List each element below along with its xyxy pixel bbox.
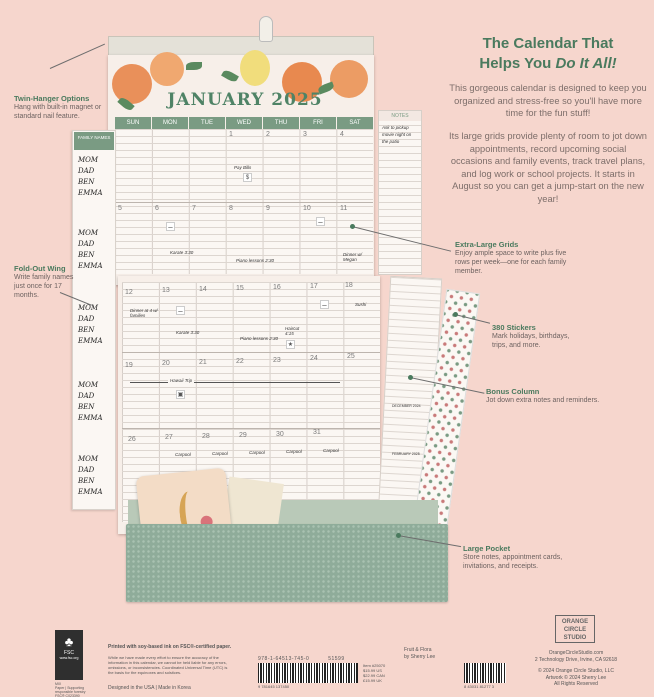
family-names-block: MOM DAD BEN EMMA [78, 229, 103, 270]
star-sticker-icon: ★ [287, 342, 294, 348]
family-names-block: MOM DAD BEN EMMA [78, 156, 103, 197]
dumbbell-sticker-icon: ⚊ [177, 308, 184, 314]
notes-header: NOTES [379, 111, 421, 121]
day-number: 1 [229, 131, 233, 138]
day-header-thu: THU [263, 117, 299, 129]
fsc-logo: ♣ FSC www.fsc.org [55, 630, 83, 680]
calendar-entry: Karate 3:30 [176, 330, 200, 335]
hanger-hook [259, 16, 273, 42]
calendar-entry: Carpool [249, 450, 265, 455]
product-name: Fruit & Flora by Sherry Lee [404, 647, 436, 660]
dumbbell-sticker-icon: ⚊ [317, 219, 324, 225]
day-number: 28 [202, 433, 210, 440]
suitcase-sticker-icon: ▣ [177, 392, 184, 398]
day-number: 12 [125, 289, 133, 296]
day-number: 5 [118, 205, 122, 212]
callout-bonus: Bonus Column Jot down extra notes and reminders. [486, 387, 600, 404]
day-number: 22 [236, 358, 244, 365]
day-number: 6 [155, 205, 159, 212]
company-info: OrangeCircleStudio.com 2 Technology Drive, Irvine, CA 92618 © 2024 Orange Circle Studio, LLC Artwork © 2024 Sherry Lee All Rights Reserved [534, 650, 618, 687]
leaf-decoration [186, 62, 202, 70]
dumbbell-sticker-icon: ⚊ [321, 302, 328, 308]
day-header-mon: MON [152, 117, 188, 129]
day-number: 19 [125, 362, 133, 369]
isbn-barcode-number: 9 781645 137450 [258, 684, 290, 689]
calendar-month-title: JANUARY 2025 [167, 90, 323, 110]
print-notice: Printed with soy-based ink on FSC®-certified paper. [108, 644, 232, 650]
calendar-entry: Carpool [286, 449, 302, 454]
lemon-decoration [240, 50, 270, 86]
calendar-entry: Piano lessons 2:30 [240, 336, 279, 341]
day-number: 7 [192, 205, 196, 212]
callout-bonus-dot [408, 375, 413, 380]
calendar-entry: Carpool [323, 448, 339, 453]
notes-entry: Ask to pickup movie night on the patio [382, 125, 412, 144]
week-divider [122, 428, 380, 429]
day-number: 9 [266, 205, 270, 212]
callout-grids: Extra-Large Grids Enjoy ample space to write plus five rows per week—one for each family member. [455, 240, 567, 275]
day-number: 30 [276, 431, 284, 438]
hero-title-emphasis: Do It All! [555, 55, 617, 72]
day-number: 8 [229, 205, 233, 212]
calendar-entry: Haircut 4:15 [285, 326, 300, 336]
day-number: 17 [310, 283, 318, 290]
calendar-entry: Piano lessons 2:30 [236, 258, 275, 263]
mini-calendar-label: FEBRUARY 2025 [392, 452, 420, 456]
day-number: 14 [199, 286, 207, 293]
calendar-hanger-bar [108, 36, 374, 56]
fsc-details: MIX Paper | Supporting responsible forestry FSC® C023390 [55, 682, 86, 697]
family-names-block: MOM DAD BEN EMMA [78, 381, 103, 422]
day-header-fri: FRI [300, 117, 336, 129]
isbn-text: 978-1-64513-745-0 51599 [258, 656, 345, 662]
callout-hanger: Twin-Hanger Options Hang with built-in magnet or standard nail feature. [14, 94, 102, 120]
family-names-block: MOM DAD BEN EMMA [78, 455, 103, 496]
upc-number: 8 43031 81277 3 [464, 684, 495, 689]
day-number: 11 [340, 205, 348, 212]
orange-decoration [150, 52, 184, 86]
calendar-entry: Hawaii Trip [170, 378, 193, 383]
origin-text: Designed in the USA | Made in Korea [108, 685, 191, 691]
day-header-tue: TUE [189, 117, 225, 129]
calendar-entry: Pay Bills [234, 165, 252, 170]
family-names-block: MOM DAD BEN EMMA [78, 304, 103, 345]
day-number: 16 [273, 284, 281, 291]
callout-hanger-leader [50, 44, 105, 69]
dumbbell-sticker-icon: ⚊ [167, 224, 174, 230]
day-number: 29 [239, 432, 247, 439]
family-names-header: FAMILY NAMES [74, 132, 114, 150]
day-number: 24 [310, 355, 318, 362]
tree-icon: ♣ [64, 634, 74, 649]
hero-title: The Calendar That Helps You Do It All! [479, 35, 617, 72]
price-block: Item #25070 $15.99 US $22.99 CAN £15.99 UK [363, 663, 386, 683]
upc-barcode [464, 663, 506, 683]
day-number: 23 [273, 357, 281, 364]
calendar-entry: Dinner w/ Megan [343, 252, 363, 262]
calendar-entry: Sushi [355, 302, 367, 307]
day-number: 18 [345, 282, 353, 289]
orange-circle-studio-logo: ORANGE CIRCLE STUDIO [555, 615, 595, 643]
callout-wing: Fold-Out Wing Write family names just once for 17 months. [14, 264, 74, 299]
mini-calendar-label: DECEMBER 2024 [392, 404, 421, 408]
disclaimer-text: While we have made every effort to ensure the accuracy of the information in this calendar, we cannot be held liable for any errors, omissions, or inconsistencies. Coordinated Universal Time (UTC) is the basis for the equinoxes and solstices. [108, 655, 228, 675]
day-number: 13 [162, 287, 170, 294]
day-header-sat: SAT [337, 117, 373, 129]
callout-stickers: 380 Stickers Mark holidays, birthdays, trips, and more. [492, 323, 570, 349]
isbn-barcode [258, 663, 358, 683]
day-number: 20 [162, 360, 170, 367]
day-number: 27 [165, 434, 173, 441]
callout-pocket-dot [396, 533, 401, 538]
day-number: 10 [303, 205, 311, 212]
day-number: 15 [236, 285, 244, 292]
day-number: 21 [199, 359, 207, 366]
day-number: 25 [347, 353, 355, 360]
day-number: 3 [303, 131, 307, 138]
bill-sticker-icon: $ [243, 173, 252, 182]
hero-description: Its large grids provide plenty of room to jot down appointments, record upcoming social occasions and family events, track travel plans, and log work or school projects. It starts in August so you can get a jump-start on the new year! [449, 131, 647, 204]
callout-stickers-dot [453, 312, 458, 317]
week-divider [115, 202, 373, 203]
hero-intro: This gorgeous calendar is designed to keep you organized and stress-free so you'll have more time for the fun stuff! [449, 83, 647, 119]
day-header-sun: SUN [115, 117, 151, 129]
calendar-entry: Carpool [175, 452, 191, 457]
day-number: 4 [340, 131, 344, 138]
day-number: 26 [128, 436, 136, 443]
day-number: 31 [313, 429, 321, 436]
week-divider [122, 352, 380, 353]
day-number: 2 [266, 131, 270, 138]
callout-pocket: Large Pocket Store notes, appointment cards, invitations, and receipts. [463, 544, 563, 570]
calendar-entry: Dinner at 4 w/ families [130, 308, 158, 318]
callout-grids-dot [350, 224, 355, 229]
calendar-entry: Karate 3:30 [170, 250, 194, 255]
day-header-wed: WED [226, 117, 262, 129]
calendar-entry: Carpool [212, 451, 228, 456]
trip-arrow [130, 382, 340, 383]
